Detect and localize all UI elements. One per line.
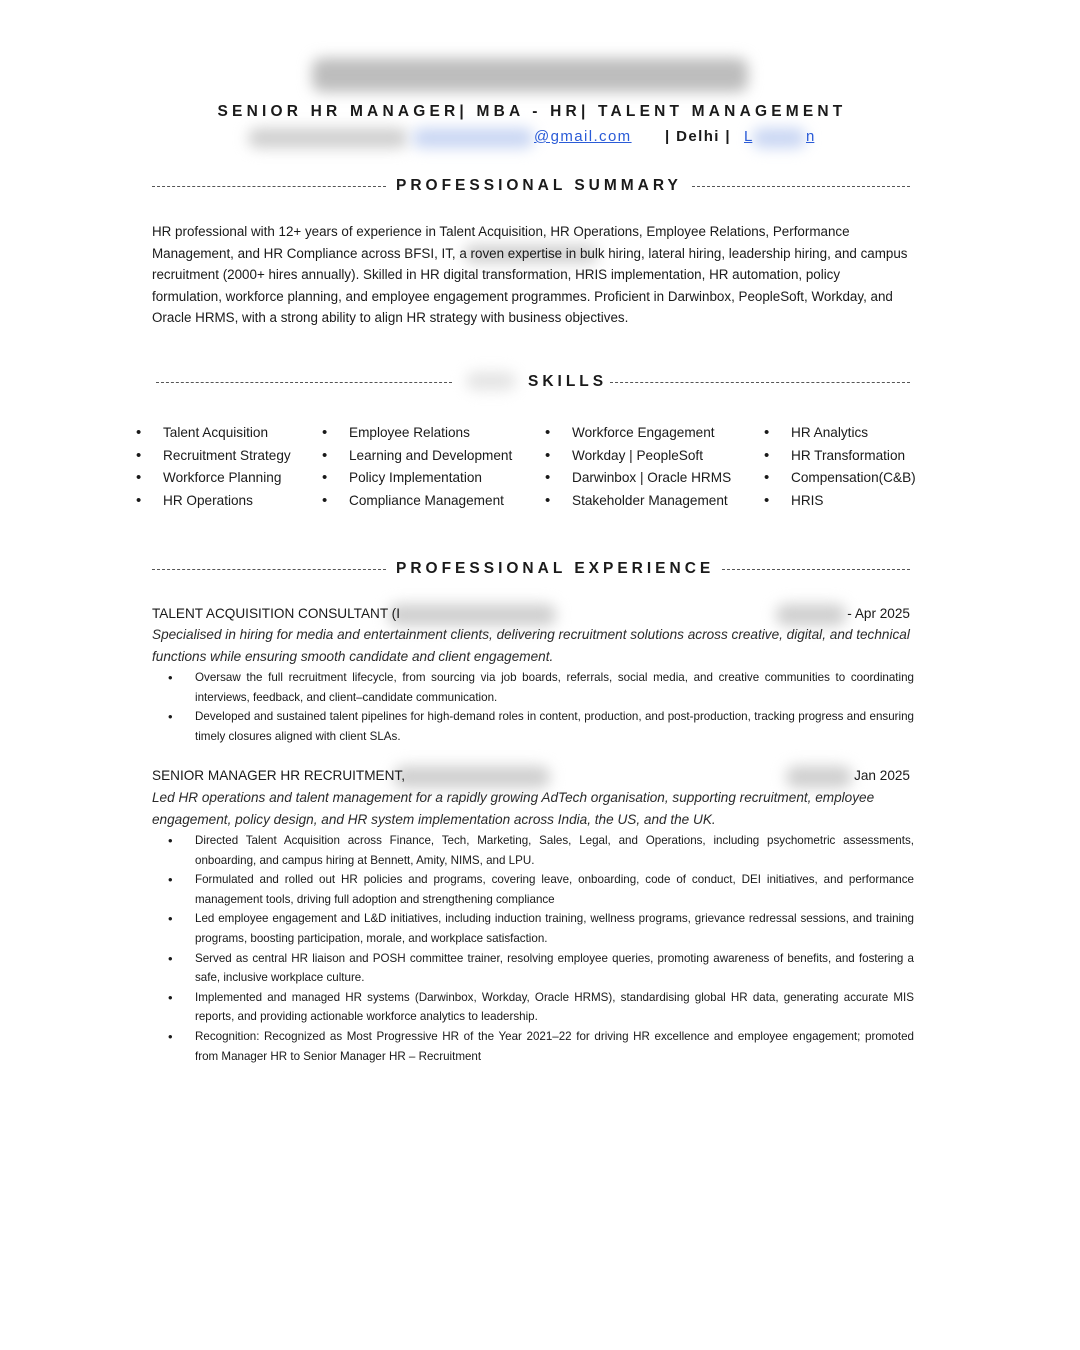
summary-heading: PROFESSIONAL SUMMARY <box>152 177 910 197</box>
skill-item: • Employee Relations <box>322 422 512 445</box>
job-bullet: • Oversaw the full recruitment lifecycle, from sourcing via job boards, referrals, social media, and creative communities to coordinating interviews, feedback, and client–candidate communication. <box>166 668 914 707</box>
email-link[interactable]: @gmail.com <box>534 128 632 145</box>
location-text: | Delhi | <box>665 128 732 145</box>
skills-column-4 <box>764 422 916 512</box>
heading-divider-left <box>156 382 452 383</box>
skill-item: • Policy Implementation <box>322 467 512 490</box>
skill-item: • Recruitment Strategy <box>136 445 291 468</box>
skills-column-3 <box>545 422 731 512</box>
job-bullet: • Led employee engagement and L&D initiatives, including induction training, wellness programs, grievance redressal sessions, and training programs, boosting participation, morale, and workplace satisfaction. <box>166 909 914 948</box>
job-bullet: • Developed and sustained talent pipelines for high-demand roles in content, production, and post-production, tracking progress and ensuring timely closures aligned with client SLAs. <box>166 707 914 746</box>
redacted-name <box>312 58 748 92</box>
skill-item: • Darwinbox | Oracle HRMS <box>545 467 731 490</box>
skill-item: • Compensation(C&B) <box>764 467 916 490</box>
redacted-company-2 <box>394 766 550 788</box>
job-bullet: • Implemented and managed HR systems (Darwinbox, Workday, Oracle HRMS), standardising global HR data, generating accurate MIS reports, and providing actionable workforce analytics to leadership. <box>166 988 914 1027</box>
resume-subtitle: SENIOR HR MANAGER| MBA - HR| TALENT MANAGEMENT <box>217 103 847 120</box>
job-description: Specialised in hiring for media and entertainment clients, delivering recruitment solutions across creative, digital, and technical functions while ensuring smooth candidate and client engagement. <box>152 627 910 664</box>
skills-heading: SKILLS <box>152 373 910 393</box>
job-bullet: • Recognition: Recognized as Most Progressive HR of the Year 2021–22 for driving HR excellence and employee engagement; promoted from Manager HR to Senior Manager HR – Recruitment <box>166 1027 914 1066</box>
job-date: Jan 2025 <box>854 768 910 783</box>
profile-link-start[interactable]: L <box>744 128 753 145</box>
skill-item: • Workforce Engagement <box>545 422 731 445</box>
redacted-company-1 <box>388 604 556 626</box>
job-title: SENIOR MANAGER HR RECRUITMENT, <box>152 768 406 783</box>
job-bullets <box>166 831 914 1066</box>
skill-item: • HR Analytics <box>764 422 916 445</box>
skill-item: • Compliance Management <box>322 490 512 513</box>
skill-item: • HR Transformation <box>764 445 916 468</box>
heading-divider-right <box>610 382 910 383</box>
job-date: - Apr 2025 <box>847 606 910 621</box>
job-description: Led HR operations and talent management for a rapidly growing AdTech organisation, supporting recruitment, employee engagement, policy design, and HR system implementation across India, the US, and the UK. <box>152 790 875 827</box>
heading-divider-right <box>722 569 910 570</box>
job-bullet: • Served as central HR liaison and POSH committee trainer, resolving employee queries, promoting awareness of benefits, and fostering a safe, inclusive workplace culture. <box>166 949 914 988</box>
skill-item: • Talent Acquisition <box>136 422 291 445</box>
experience-heading: PROFESSIONAL EXPERIENCE <box>152 560 910 580</box>
skill-item: • Learning and Development <box>322 445 512 468</box>
skill-item: • Workday | PeopleSoft <box>545 445 731 468</box>
redacted-date-1 <box>776 604 846 626</box>
skill-item: • HR Operations <box>136 490 291 513</box>
profile-link-end[interactable]: n <box>806 128 815 145</box>
heading-divider-left <box>152 186 386 187</box>
job-title: TALENT ACQUISITION CONSULTANT (I <box>152 606 400 621</box>
skill-item: • Workforce Planning <box>136 467 291 490</box>
skill-item: • Stakeholder Management <box>545 490 731 513</box>
contact-line <box>0 128 1080 150</box>
job-bullet: • Formulated and rolled out HR policies and programs, covering leave, onboarding, code of conduct, DEI initiatives, and performance management tools, driving full adoption and strengthening compliance <box>166 870 914 909</box>
redacted-date-2 <box>786 766 852 788</box>
summary-paragraph: HR professional with 12+ years of experience in Talent Acquisition, HR Operations, Employee Relations, Performance Management, and HR Compliance across BFSI, IT, a roven expertise in bulk hiring, lateral hiring, leadership hiring, and campus recruitment (2000+ hires annually). Skilled in HR digital transformation, HRIS implementation, HR automation, policy formulation, workforce planning, and employee engagement programmes. Proficient in Darwinbox, PeopleSoft, Workday, and Oracle HRMS, with a strong ability to align HR strategy with business objectives. <box>152 224 908 326</box>
skills-column-1 <box>136 422 291 512</box>
job-bullet: • Directed Talent Acquisition across Finance, Tech, Marketing, Sales, Legal, and Operations, including psychometric assessments, onboarding, and campus hiring at Bennett, Amity, NIMS, and LPU. <box>166 831 914 870</box>
skills-column-2 <box>322 422 512 512</box>
heading-divider-right <box>692 186 910 187</box>
job-bullets <box>166 668 914 746</box>
heading-divider-left <box>152 569 386 570</box>
skill-item: • HRIS <box>764 490 916 513</box>
